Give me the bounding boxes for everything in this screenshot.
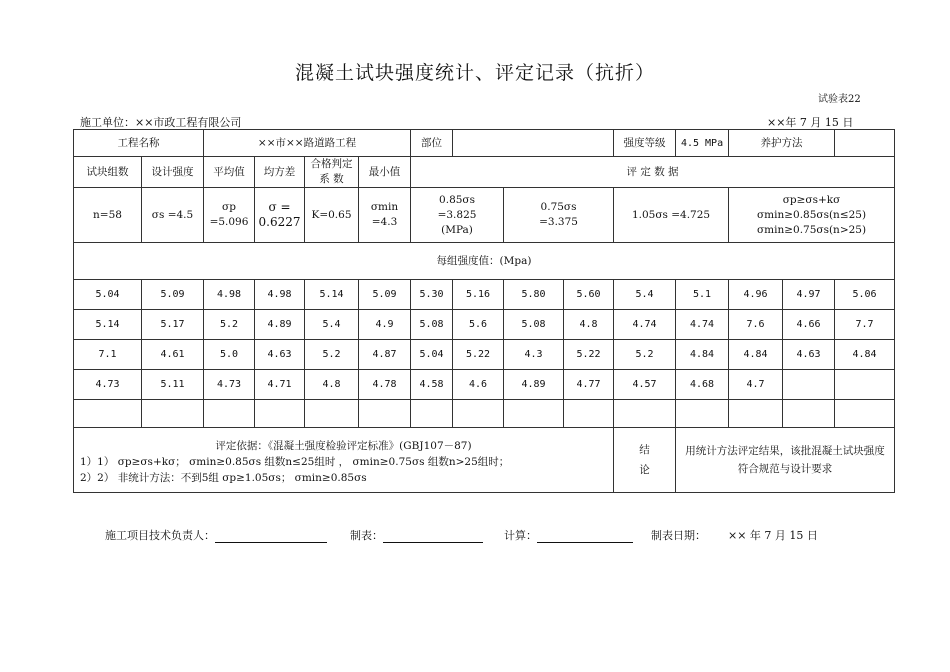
strength-value: 5.04 [411, 340, 453, 370]
strength-value [783, 370, 835, 400]
design-header: 设计强度 [142, 157, 204, 188]
strength-value [411, 400, 453, 428]
strength-value: 5.16 [453, 280, 504, 310]
strength-value: 5.30 [411, 280, 453, 310]
strength-value: 5.4 [614, 280, 676, 310]
strength-value: 5.14 [305, 280, 359, 310]
strength-values-body [74, 280, 895, 428]
strength-value [74, 400, 142, 428]
strength-value: 4.74 [676, 310, 729, 340]
curing-value [835, 130, 895, 157]
strength-value: 4.58 [411, 370, 453, 400]
project-name-label: 工程名称 [74, 130, 204, 157]
min-header: 最小值 [359, 157, 411, 188]
std-value: σ = 0.6227 [255, 188, 305, 243]
strength-value: 5.60 [564, 280, 614, 310]
basis-item-1: 1）1） σp≥σs+kσ； σmin≥0.85σs 组数n≤25组时 ， σmin≥0.75σs 组数n>25组时； [80, 456, 510, 468]
strength-value: 5.14 [74, 310, 142, 340]
strength-value: 4.66 [783, 310, 835, 340]
strength-value: 4.68 [676, 370, 729, 400]
strength-value [142, 400, 204, 428]
construction-unit: 施工单位：××市政工程有限公司 [80, 116, 242, 129]
strength-value: 5.2 [204, 310, 255, 340]
strength-value: 5.09 [142, 280, 204, 310]
conclusion-text: 用统计方法评定结果，该批混凝土试块强度符合规范与设计要求 [676, 428, 895, 493]
strength-value: 7.7 [835, 310, 895, 340]
strength-value: 5.08 [504, 310, 564, 340]
strength-value [255, 400, 305, 428]
strength-value: 4.9 [359, 310, 411, 340]
strength-row [74, 280, 895, 310]
group-values-header-row [74, 243, 895, 280]
strength-value [305, 400, 359, 428]
strength-value: 4.77 [564, 370, 614, 400]
strength-value [453, 400, 504, 428]
strength-value [504, 400, 564, 428]
eval-criteria: σp≥σs+kσ σmin≥0.85σs(n≤25) σmin≥0.75σs(n>25) [729, 188, 895, 243]
strength-value: 4.98 [255, 280, 305, 310]
avg-value: σp =5.096 [204, 188, 255, 243]
group-values-header: 每组强度值：(Mpa) [74, 243, 895, 280]
strength-value: 7.1 [74, 340, 142, 370]
eval-105: 1.05σs =4.725 [614, 188, 729, 243]
min-value: σmin =4.3 [359, 188, 411, 243]
strength-value: 5.04 [74, 280, 142, 310]
strength-value [564, 400, 614, 428]
strength-record-table [73, 129, 895, 493]
groups-header: 试块组数 [74, 157, 142, 188]
strength-value [614, 400, 676, 428]
strength-value: 5.6 [453, 310, 504, 340]
tech-lead-signature: 施工项目技术负责人： [105, 527, 327, 543]
strength-value: 4.8 [305, 370, 359, 400]
strength-row [74, 400, 895, 428]
strength-value: 5.11 [142, 370, 204, 400]
tabulator-signature: 制表： [350, 527, 483, 543]
strength-value: 4.84 [676, 340, 729, 370]
strength-value: 7.6 [729, 310, 783, 340]
conclusion-label: 结 论 [614, 428, 676, 493]
eval-085: 0.85σs =3.825 (MPa) [411, 188, 504, 243]
strength-value: 5.08 [411, 310, 453, 340]
strength-value [676, 400, 729, 428]
strength-value: 4.84 [729, 340, 783, 370]
basis-title: 评定依据：《混凝土强度检验评定标准》(GBJ107－87) [215, 440, 472, 452]
strength-value: 4.6 [453, 370, 504, 400]
strength-value [204, 400, 255, 428]
strength-value: 4.73 [74, 370, 142, 400]
strength-value: 5.06 [835, 280, 895, 310]
strength-value: 5.0 [204, 340, 255, 370]
avg-header: 平均值 [204, 157, 255, 188]
strength-value: 5.4 [305, 310, 359, 340]
strength-value: 4.74 [614, 310, 676, 340]
strength-value: 5.2 [614, 340, 676, 370]
strength-value: 4.8 [564, 310, 614, 340]
strength-value: 5.22 [564, 340, 614, 370]
strength-value: 4.63 [783, 340, 835, 370]
basis-row [74, 428, 895, 493]
grade-label: 强度等级 [614, 130, 676, 157]
strength-value: 5.1 [676, 280, 729, 310]
strength-value: 4.3 [504, 340, 564, 370]
strength-value: 4.97 [783, 280, 835, 310]
strength-value: 4.7 [729, 370, 783, 400]
strength-value: 4.73 [204, 370, 255, 400]
basis-cell [74, 428, 614, 493]
strength-value: 4.98 [204, 280, 255, 310]
strength-value: 5.2 [305, 340, 359, 370]
form-number: 试验表22 [818, 94, 861, 105]
tabulation-date: 制表日期： ×× 年 7 月 15 日 [651, 529, 818, 542]
strength-value: 4.63 [255, 340, 305, 370]
strength-value: 5.80 [504, 280, 564, 310]
strength-value: 4.87 [359, 340, 411, 370]
stat-values-row [74, 188, 895, 243]
strength-row [74, 310, 895, 340]
strength-value: 4.89 [504, 370, 564, 400]
strength-row [74, 370, 895, 400]
grade-value: 4.5 MPa [676, 130, 729, 157]
stat-header-row [74, 157, 895, 188]
strength-value: 5.17 [142, 310, 204, 340]
calculator-signature: 计算： [504, 527, 633, 543]
strength-value [729, 400, 783, 428]
strength-value: 4.84 [835, 340, 895, 370]
strength-value: 5.09 [359, 280, 411, 310]
strength-value [835, 370, 895, 400]
groups-value: n=58 [74, 188, 142, 243]
strength-value: 4.89 [255, 310, 305, 340]
eval-075: 0.75σs =3.375 [504, 188, 614, 243]
strength-value [783, 400, 835, 428]
strength-value: 4.71 [255, 370, 305, 400]
part-value [453, 130, 614, 157]
basis-item-2: 2）2） 非统计方法：不到5组 σp≥1.05σs； σmin≥0.85σs [80, 472, 367, 484]
design-value: σs =4.5 [142, 188, 204, 243]
curing-label: 养护方法 [729, 130, 835, 157]
strength-value: 4.78 [359, 370, 411, 400]
k-value: K=0.65 [305, 188, 359, 243]
part-label: 部位 [411, 130, 453, 157]
project-name-value: ××市××路道路工程 [204, 130, 411, 157]
page-title: 混凝土试块强度统计、评定记录（抗折） [294, 62, 655, 84]
strength-value: 4.96 [729, 280, 783, 310]
strength-value: 5.22 [453, 340, 504, 370]
std-header: 均方差 [255, 157, 305, 188]
project-info-row [74, 130, 895, 157]
strength-value: 4.61 [142, 340, 204, 370]
strength-value: 4.57 [614, 370, 676, 400]
strength-row [74, 340, 895, 370]
criteria-header: 合格判定 系 数 [305, 157, 359, 188]
strength-value [835, 400, 895, 428]
record-date: ××年 7 月 15 日 [767, 116, 854, 129]
strength-value [359, 400, 411, 428]
eval-header: 评 定 数 据 [411, 157, 895, 188]
